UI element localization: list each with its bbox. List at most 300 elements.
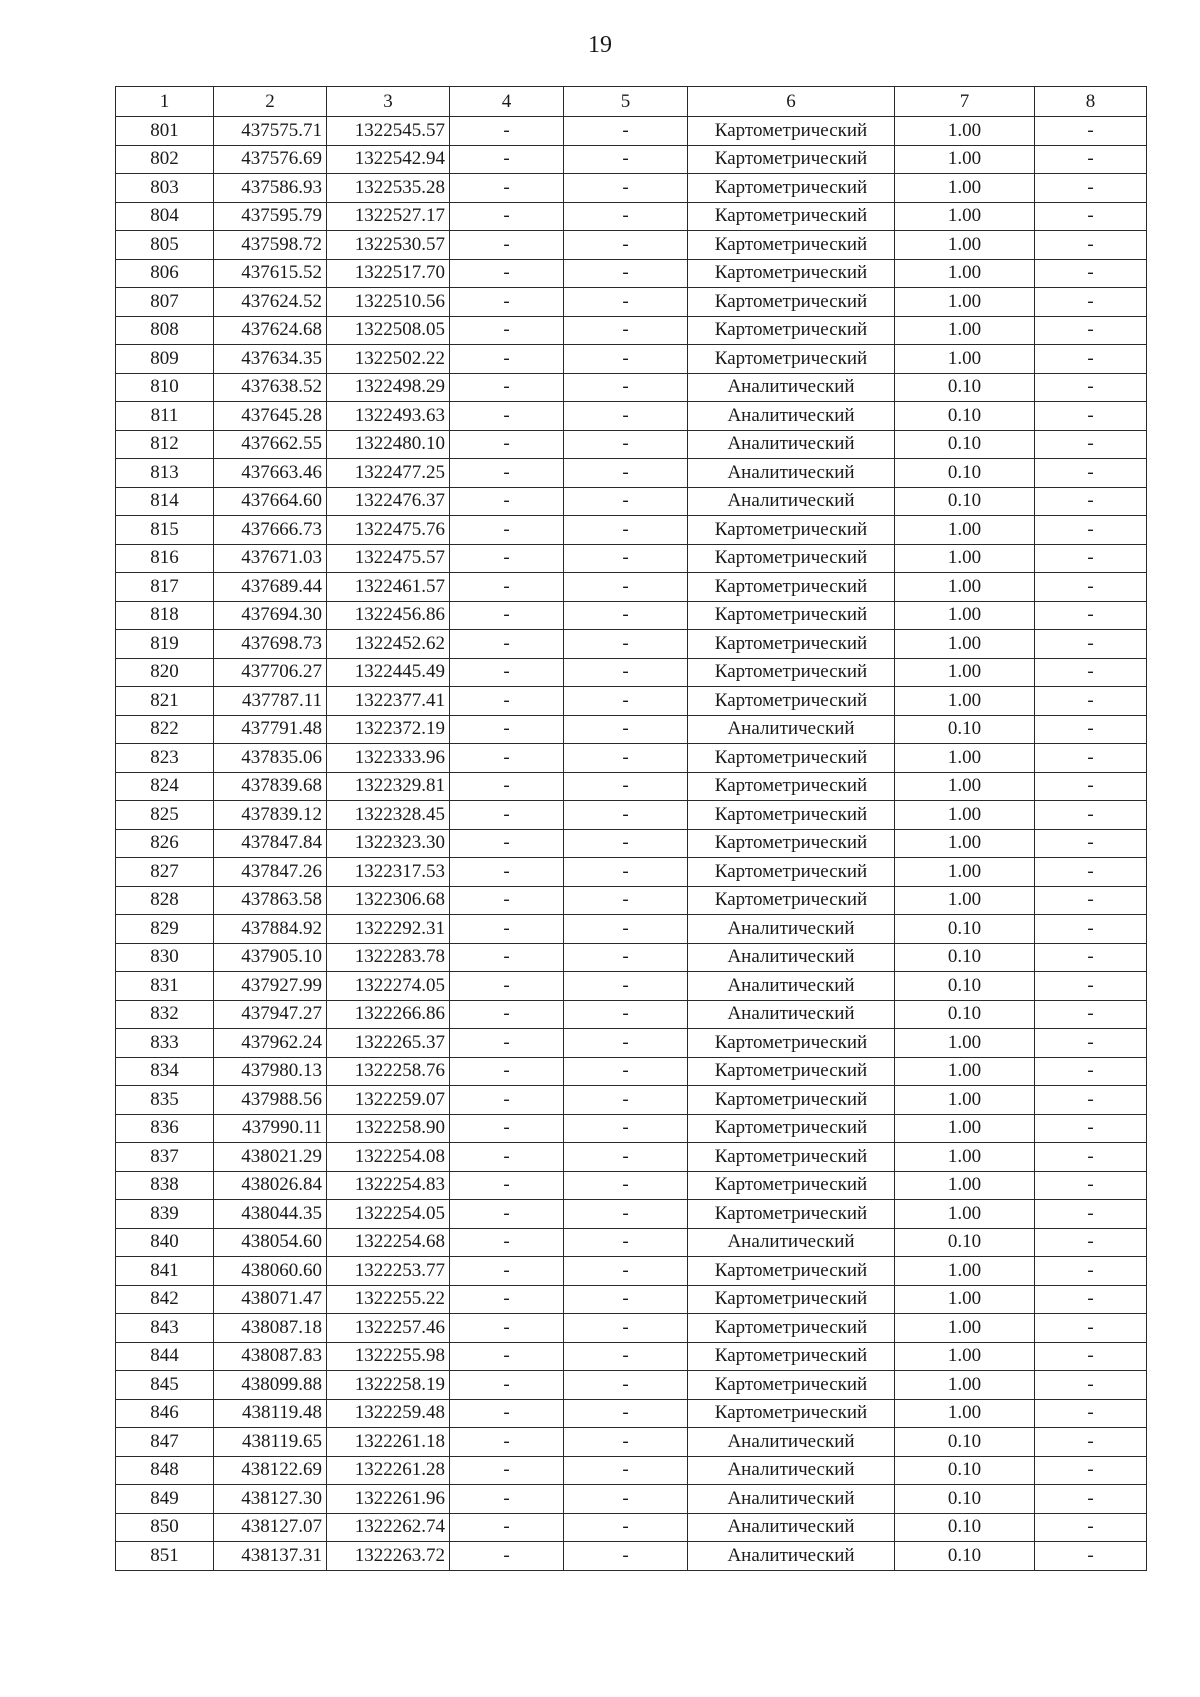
y-coordinate-cell: 1322254.08 <box>327 1143 450 1172</box>
point-number-cell: 826 <box>116 829 214 858</box>
accuracy-cell: 1.00 <box>895 1200 1035 1229</box>
column-4-cell: - <box>450 174 564 203</box>
y-coordinate-cell: 1322262.74 <box>327 1513 450 1542</box>
accuracy-cell: 0.10 <box>895 459 1035 488</box>
x-coordinate-cell: 437988.56 <box>214 1086 327 1115</box>
table-row <box>116 1029 1147 1058</box>
method-cell: Картометрический <box>688 231 895 260</box>
column-8-cell: - <box>1035 772 1147 801</box>
table-row <box>116 487 1147 516</box>
point-number-cell: 851 <box>116 1542 214 1571</box>
column-5-cell: - <box>564 1371 688 1400</box>
point-number-cell: 847 <box>116 1428 214 1457</box>
column-4-cell: - <box>450 1257 564 1286</box>
accuracy-cell: 1.00 <box>895 288 1035 317</box>
table-row <box>116 1371 1147 1400</box>
method-cell: Картометрический <box>688 117 895 146</box>
method-cell: Аналитический <box>688 943 895 972</box>
x-coordinate-cell: 438137.31 <box>214 1542 327 1571</box>
column-5-cell: - <box>564 316 688 345</box>
method-cell: Картометрический <box>688 202 895 231</box>
x-coordinate-cell: 437689.44 <box>214 573 327 602</box>
column-4-cell: - <box>450 1342 564 1371</box>
column-5-cell: - <box>564 630 688 659</box>
y-coordinate-cell: 1322475.76 <box>327 516 450 545</box>
y-coordinate-cell: 1322476.37 <box>327 487 450 516</box>
table-row <box>116 829 1147 858</box>
table-row <box>116 459 1147 488</box>
column-4-cell: - <box>450 573 564 602</box>
y-coordinate-cell: 1322257.46 <box>327 1314 450 1343</box>
table-row <box>116 402 1147 431</box>
accuracy-cell: 0.10 <box>895 1456 1035 1485</box>
accuracy-cell: 1.00 <box>895 1285 1035 1314</box>
column-5-cell: - <box>564 744 688 773</box>
x-coordinate-cell: 437694.30 <box>214 601 327 630</box>
accuracy-cell: 0.10 <box>895 1542 1035 1571</box>
method-cell: Картометрический <box>688 772 895 801</box>
column-5-cell: - <box>564 202 688 231</box>
accuracy-cell: 1.00 <box>895 658 1035 687</box>
column-8-cell: - <box>1035 1371 1147 1400</box>
method-cell: Аналитический <box>688 972 895 1001</box>
table-row <box>116 231 1147 260</box>
point-number-cell: 835 <box>116 1086 214 1115</box>
x-coordinate-cell: 437663.46 <box>214 459 327 488</box>
y-coordinate-cell: 1322258.76 <box>327 1057 450 1086</box>
accuracy-cell: 1.00 <box>895 316 1035 345</box>
column-5-cell: - <box>564 1086 688 1115</box>
method-cell: Картометрический <box>688 1029 895 1058</box>
accuracy-cell: 1.00 <box>895 858 1035 887</box>
method-cell: Картометрический <box>688 544 895 573</box>
column-5-cell: - <box>564 1485 688 1514</box>
method-cell: Картометрический <box>688 145 895 174</box>
method-cell: Аналитический <box>688 1542 895 1571</box>
column-8-cell: - <box>1035 345 1147 374</box>
x-coordinate-cell: 437698.73 <box>214 630 327 659</box>
table-row <box>116 687 1147 716</box>
accuracy-cell: 1.00 <box>895 202 1035 231</box>
point-number-cell: 809 <box>116 345 214 374</box>
x-coordinate-cell: 437645.28 <box>214 402 327 431</box>
column-4-cell: - <box>450 316 564 345</box>
column-5-cell: - <box>564 658 688 687</box>
table-row <box>116 744 1147 773</box>
accuracy-cell: 1.00 <box>895 1171 1035 1200</box>
point-number-cell: 818 <box>116 601 214 630</box>
column-5-cell: - <box>564 943 688 972</box>
column-8-cell: - <box>1035 174 1147 203</box>
column-4-cell: - <box>450 943 564 972</box>
table-row <box>116 259 1147 288</box>
column-8-cell: - <box>1035 1342 1147 1371</box>
page-number: 19 <box>588 32 612 58</box>
column-5-cell: - <box>564 1257 688 1286</box>
y-coordinate-cell: 1322254.68 <box>327 1228 450 1257</box>
column-8-cell: - <box>1035 1228 1147 1257</box>
point-number-cell: 845 <box>116 1371 214 1400</box>
y-coordinate-cell: 1322445.49 <box>327 658 450 687</box>
accuracy-cell: 0.10 <box>895 373 1035 402</box>
accuracy-cell: 0.10 <box>895 1000 1035 1029</box>
column-5-cell: - <box>564 601 688 630</box>
column-5-cell: - <box>564 1143 688 1172</box>
x-coordinate-cell: 437575.71 <box>214 117 327 146</box>
accuracy-cell: 1.00 <box>895 573 1035 602</box>
column-5-cell: - <box>564 145 688 174</box>
point-number-cell: 837 <box>116 1143 214 1172</box>
method-cell: Аналитический <box>688 715 895 744</box>
column-8-cell: - <box>1035 288 1147 317</box>
y-coordinate-cell: 1322306.68 <box>327 886 450 915</box>
point-number-cell: 839 <box>116 1200 214 1229</box>
accuracy-cell: 0.10 <box>895 430 1035 459</box>
column-5-cell: - <box>564 345 688 374</box>
point-number-cell: 825 <box>116 801 214 830</box>
point-number-cell: 843 <box>116 1314 214 1343</box>
x-coordinate-cell: 438054.60 <box>214 1228 327 1257</box>
y-coordinate-cell: 1322259.48 <box>327 1399 450 1428</box>
column-5-cell: - <box>564 1200 688 1229</box>
column-8-cell: - <box>1035 801 1147 830</box>
column-4-cell: - <box>450 1399 564 1428</box>
y-coordinate-cell: 1322258.90 <box>327 1114 450 1143</box>
column-8-cell: - <box>1035 886 1147 915</box>
x-coordinate-cell: 437990.11 <box>214 1114 327 1143</box>
table-row <box>116 1114 1147 1143</box>
point-number-cell: 811 <box>116 402 214 431</box>
column-8-cell: - <box>1035 1513 1147 1542</box>
table-row <box>116 1399 1147 1428</box>
method-cell: Картометрический <box>688 259 895 288</box>
column-4-cell: - <box>450 1029 564 1058</box>
method-cell: Аналитический <box>688 402 895 431</box>
method-cell: Картометрический <box>688 658 895 687</box>
accuracy-cell: 1.00 <box>895 829 1035 858</box>
method-cell: Картометрический <box>688 886 895 915</box>
column-5-cell: - <box>564 886 688 915</box>
column-8-cell: - <box>1035 516 1147 545</box>
point-number-cell: 806 <box>116 259 214 288</box>
coordinates-table <box>115 86 1147 1571</box>
y-coordinate-cell: 1322452.62 <box>327 630 450 659</box>
column-8-cell: - <box>1035 658 1147 687</box>
point-number-cell: 824 <box>116 772 214 801</box>
column-4-cell: - <box>450 459 564 488</box>
table-row <box>116 630 1147 659</box>
x-coordinate-cell: 438060.60 <box>214 1257 327 1286</box>
x-coordinate-cell: 437624.52 <box>214 288 327 317</box>
method-cell: Аналитический <box>688 1485 895 1514</box>
x-coordinate-cell: 437835.06 <box>214 744 327 773</box>
column-8-cell: - <box>1035 1000 1147 1029</box>
x-coordinate-cell: 437791.48 <box>214 715 327 744</box>
y-coordinate-cell: 1322274.05 <box>327 972 450 1001</box>
point-number-cell: 830 <box>116 943 214 972</box>
point-number-cell: 813 <box>116 459 214 488</box>
accuracy-cell: 0.10 <box>895 1428 1035 1457</box>
method-cell: Картометрический <box>688 516 895 545</box>
accuracy-cell: 1.00 <box>895 259 1035 288</box>
accuracy-cell: 1.00 <box>895 544 1035 573</box>
method-cell: Картометрический <box>688 1314 895 1343</box>
y-coordinate-cell: 1322545.57 <box>327 117 450 146</box>
x-coordinate-cell: 437662.55 <box>214 430 327 459</box>
column-8-cell: - <box>1035 1143 1147 1172</box>
method-cell: Картометрический <box>688 1342 895 1371</box>
x-coordinate-cell: 437927.99 <box>214 972 327 1001</box>
y-coordinate-cell: 1322261.96 <box>327 1485 450 1514</box>
x-coordinate-cell: 438119.48 <box>214 1399 327 1428</box>
x-coordinate-cell: 437839.12 <box>214 801 327 830</box>
y-coordinate-cell: 1322323.30 <box>327 829 450 858</box>
column-4-cell: - <box>450 801 564 830</box>
method-cell: Аналитический <box>688 459 895 488</box>
method-cell: Картометрический <box>688 1257 895 1286</box>
column-8-cell: - <box>1035 687 1147 716</box>
column-8-cell: - <box>1035 744 1147 773</box>
table-row <box>116 117 1147 146</box>
table-row <box>116 544 1147 573</box>
column-4-cell: - <box>450 658 564 687</box>
column-5-cell: - <box>564 1114 688 1143</box>
column-4-cell: - <box>450 1057 564 1086</box>
y-coordinate-cell: 1322480.10 <box>327 430 450 459</box>
accuracy-cell: 1.00 <box>895 801 1035 830</box>
column-8-cell: - <box>1035 1456 1147 1485</box>
column-8-cell: - <box>1035 459 1147 488</box>
column-5-cell: - <box>564 1228 688 1257</box>
accuracy-cell: 0.10 <box>895 1228 1035 1257</box>
x-coordinate-cell: 437847.84 <box>214 829 327 858</box>
column-4-cell: - <box>450 430 564 459</box>
column-8-cell: - <box>1035 1057 1147 1086</box>
accuracy-cell: 1.00 <box>895 1314 1035 1343</box>
point-number-cell: 808 <box>116 316 214 345</box>
point-number-cell: 802 <box>116 145 214 174</box>
method-cell: Картометрический <box>688 858 895 887</box>
column-4-cell: - <box>450 1228 564 1257</box>
column-4-cell: - <box>450 744 564 773</box>
x-coordinate-cell: 437962.24 <box>214 1029 327 1058</box>
point-number-cell: 832 <box>116 1000 214 1029</box>
table-row <box>116 373 1147 402</box>
table-row <box>116 145 1147 174</box>
method-cell: Картометрический <box>688 829 895 858</box>
point-number-cell: 827 <box>116 858 214 887</box>
y-coordinate-cell: 1322261.18 <box>327 1428 450 1457</box>
table-row <box>116 1257 1147 1286</box>
x-coordinate-cell: 438127.30 <box>214 1485 327 1514</box>
column-4-cell: - <box>450 145 564 174</box>
method-cell: Картометрический <box>688 345 895 374</box>
column-4-cell: - <box>450 1143 564 1172</box>
y-coordinate-cell: 1322502.22 <box>327 345 450 374</box>
x-coordinate-cell: 437634.35 <box>214 345 327 374</box>
table-row <box>116 573 1147 602</box>
table-row <box>116 772 1147 801</box>
point-number-cell: 805 <box>116 231 214 260</box>
accuracy-cell: 1.00 <box>895 145 1035 174</box>
point-number-cell: 807 <box>116 288 214 317</box>
table-row <box>116 715 1147 744</box>
method-cell: Аналитический <box>688 1228 895 1257</box>
column-5-cell: - <box>564 1171 688 1200</box>
column-8-cell: - <box>1035 573 1147 602</box>
column-8-cell: - <box>1035 1399 1147 1428</box>
column-8-cell: - <box>1035 1029 1147 1058</box>
column-header: 3 <box>327 87 450 117</box>
x-coordinate-cell: 437624.68 <box>214 316 327 345</box>
y-coordinate-cell: 1322542.94 <box>327 145 450 174</box>
method-cell: Картометрический <box>688 573 895 602</box>
table-row <box>116 1000 1147 1029</box>
method-cell: Картометрический <box>688 601 895 630</box>
y-coordinate-cell: 1322329.81 <box>327 772 450 801</box>
column-5-cell: - <box>564 231 688 260</box>
table-row <box>116 1086 1147 1115</box>
y-coordinate-cell: 1322255.98 <box>327 1342 450 1371</box>
column-4-cell: - <box>450 288 564 317</box>
accuracy-cell: 0.10 <box>895 1513 1035 1542</box>
column-5-cell: - <box>564 1456 688 1485</box>
point-number-cell: 848 <box>116 1456 214 1485</box>
method-cell: Картометрический <box>688 1200 895 1229</box>
table-row <box>116 516 1147 545</box>
column-8-cell: - <box>1035 1200 1147 1229</box>
column-5-cell: - <box>564 1057 688 1086</box>
x-coordinate-cell: 437671.03 <box>214 544 327 573</box>
accuracy-cell: 0.10 <box>895 943 1035 972</box>
point-number-cell: 815 <box>116 516 214 545</box>
column-4-cell: - <box>450 1485 564 1514</box>
table-row <box>116 1485 1147 1514</box>
column-5-cell: - <box>564 402 688 431</box>
accuracy-cell: 1.00 <box>895 630 1035 659</box>
method-cell: Аналитический <box>688 487 895 516</box>
accuracy-cell: 1.00 <box>895 1143 1035 1172</box>
x-coordinate-cell: 437638.52 <box>214 373 327 402</box>
x-coordinate-cell: 437615.52 <box>214 259 327 288</box>
method-cell: Картометрический <box>688 288 895 317</box>
y-coordinate-cell: 1322377.41 <box>327 687 450 716</box>
column-4-cell: - <box>450 687 564 716</box>
column-5-cell: - <box>564 1513 688 1542</box>
column-8-cell: - <box>1035 972 1147 1001</box>
column-header: 1 <box>116 87 214 117</box>
column-4-cell: - <box>450 1456 564 1485</box>
point-number-cell: 821 <box>116 687 214 716</box>
column-5-cell: - <box>564 801 688 830</box>
column-8-cell: - <box>1035 915 1147 944</box>
column-8-cell: - <box>1035 1485 1147 1514</box>
column-5-cell: - <box>564 174 688 203</box>
accuracy-cell: 1.00 <box>895 516 1035 545</box>
method-cell: Картометрический <box>688 801 895 830</box>
column-header: 7 <box>895 87 1035 117</box>
column-5-cell: - <box>564 829 688 858</box>
column-header: 6 <box>688 87 895 117</box>
point-number-cell: 844 <box>116 1342 214 1371</box>
x-coordinate-cell: 437839.68 <box>214 772 327 801</box>
column-4-cell: - <box>450 1000 564 1029</box>
column-8-cell: - <box>1035 544 1147 573</box>
y-coordinate-cell: 1322328.45 <box>327 801 450 830</box>
column-8-cell: - <box>1035 430 1147 459</box>
column-8-cell: - <box>1035 1542 1147 1571</box>
method-cell: Картометрический <box>688 744 895 773</box>
y-coordinate-cell: 1322266.86 <box>327 1000 450 1029</box>
column-5-cell: - <box>564 1399 688 1428</box>
table-row <box>116 430 1147 459</box>
column-4-cell: - <box>450 972 564 1001</box>
table-row <box>116 886 1147 915</box>
column-5-cell: - <box>564 544 688 573</box>
table-row <box>116 1171 1147 1200</box>
column-5-cell: - <box>564 288 688 317</box>
table-row <box>116 1143 1147 1172</box>
point-number-cell: 838 <box>116 1171 214 1200</box>
column-4-cell: - <box>450 1428 564 1457</box>
column-4-cell: - <box>450 402 564 431</box>
column-header: 8 <box>1035 87 1147 117</box>
column-4-cell: - <box>450 1200 564 1229</box>
table-row <box>116 1428 1147 1457</box>
accuracy-cell: 1.00 <box>895 1086 1035 1115</box>
accuracy-cell: 1.00 <box>895 174 1035 203</box>
point-number-cell: 834 <box>116 1057 214 1086</box>
x-coordinate-cell: 437847.26 <box>214 858 327 887</box>
y-coordinate-cell: 1322510.56 <box>327 288 450 317</box>
column-5-cell: - <box>564 915 688 944</box>
point-number-cell: 817 <box>116 573 214 602</box>
point-number-cell: 816 <box>116 544 214 573</box>
column-5-cell: - <box>564 972 688 1001</box>
point-number-cell: 814 <box>116 487 214 516</box>
y-coordinate-cell: 1322259.07 <box>327 1086 450 1115</box>
x-coordinate-cell: 438122.69 <box>214 1456 327 1485</box>
point-number-cell: 819 <box>116 630 214 659</box>
column-5-cell: - <box>564 1285 688 1314</box>
column-8-cell: - <box>1035 715 1147 744</box>
x-coordinate-cell: 437863.58 <box>214 886 327 915</box>
method-cell: Аналитический <box>688 373 895 402</box>
x-coordinate-cell: 438087.18 <box>214 1314 327 1343</box>
column-8-cell: - <box>1035 145 1147 174</box>
y-coordinate-cell: 1322333.96 <box>327 744 450 773</box>
column-4-cell: - <box>450 259 564 288</box>
x-coordinate-cell: 437666.73 <box>214 516 327 545</box>
point-number-cell: 804 <box>116 202 214 231</box>
accuracy-cell: 0.10 <box>895 972 1035 1001</box>
column-8-cell: - <box>1035 1257 1147 1286</box>
method-cell: Аналитический <box>688 1428 895 1457</box>
x-coordinate-cell: 438127.07 <box>214 1513 327 1542</box>
method-cell: Картометрический <box>688 1371 895 1400</box>
column-4-cell: - <box>450 1086 564 1115</box>
accuracy-cell: 1.00 <box>895 687 1035 716</box>
column-5-cell: - <box>564 430 688 459</box>
table-row <box>116 1314 1147 1343</box>
column-4-cell: - <box>450 544 564 573</box>
method-cell: Картометрический <box>688 1285 895 1314</box>
y-coordinate-cell: 1322530.57 <box>327 231 450 260</box>
column-8-cell: - <box>1035 487 1147 516</box>
column-4-cell: - <box>450 886 564 915</box>
point-number-cell: 842 <box>116 1285 214 1314</box>
point-number-cell: 812 <box>116 430 214 459</box>
